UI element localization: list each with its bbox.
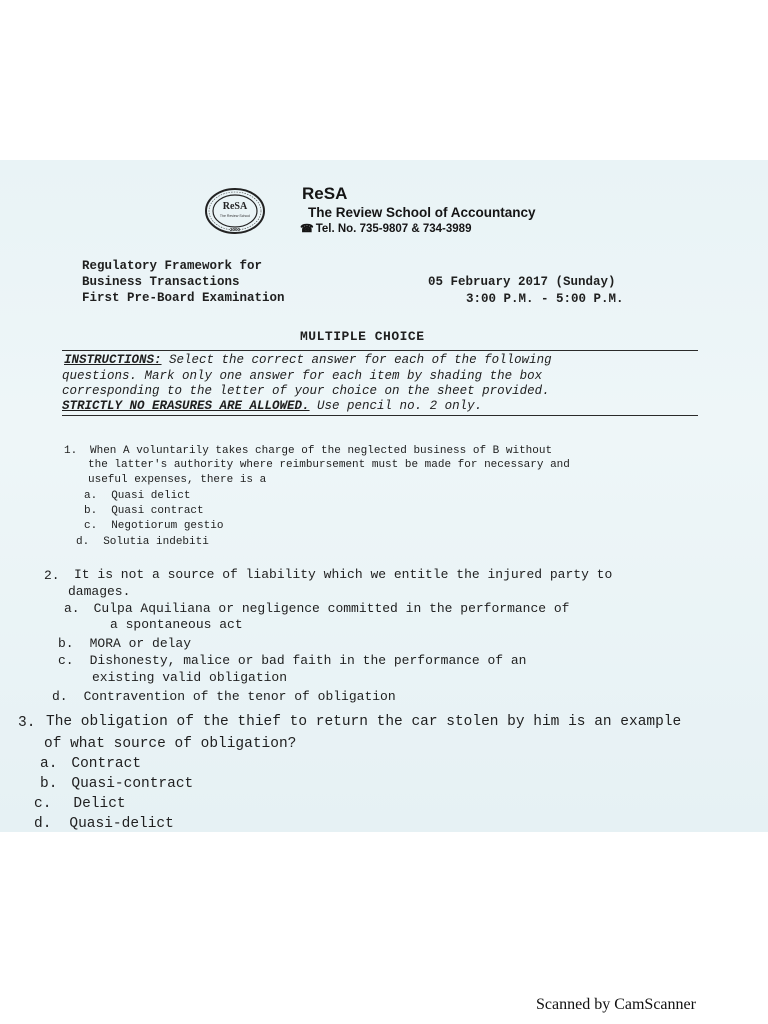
question-1-choice-d: d. Solutia indebiti [76, 536, 209, 548]
question-2-choice-b: b. MORA or delay [58, 636, 192, 651]
question-2-choice-a-continued: a spontaneous act [110, 617, 243, 632]
subject-line-2: Business Transactions [82, 275, 240, 289]
instructions-bottom-rule [62, 415, 698, 416]
section-title: MULTIPLE CHOICE [300, 329, 425, 344]
school-telephone [300, 222, 471, 235]
question-3-number: 3. [18, 715, 36, 731]
question-3-choice-a: a. Contract [40, 756, 142, 772]
exam-time: 3:00 P.M. - 5:00 P.M. [466, 292, 624, 306]
svg-text:The Review School: The Review School [219, 214, 251, 218]
subject-line-3: First Pre-Board Examination [82, 291, 285, 305]
scanned-page [0, 160, 768, 832]
question-1-number: 1. [64, 445, 78, 457]
question-3-choice-c: c. Delict [34, 796, 126, 812]
school-short-name: ReSA [302, 184, 348, 203]
question-2-choice-a: a. Culpa Aquiliana or negligence committed in the performance of [64, 601, 570, 616]
telephone-numbers: Tel. No. 735-9807 & 734-3989 [315, 223, 472, 235]
question-1-text-line-1: When A voluntarily takes charge of the neglected business of B without [90, 445, 553, 457]
question-1-text-line-2: the latter's authority where reimbursement must be made for necessary and [88, 459, 570, 471]
no-erasures-warning: STRICTLY NO ERASURES ARE ALLOWED. [62, 399, 310, 413]
instructions-label: INSTRUCTIONS: [64, 353, 162, 367]
question-3-choice-d: d. Quasi-delict [34, 816, 174, 832]
instructions-line-3: corresponding to the letter of your choice on the sheet provided. [62, 384, 550, 398]
instructions-line-2: questions. Mark only one answer for each item by shading the box [62, 369, 543, 383]
school-full-name: The Review School of Accountancy [308, 205, 536, 220]
svg-text:ReSA: ReSA [222, 201, 248, 212]
question-2-number: 2. [44, 568, 60, 583]
instructions-line-1: INSTRUCTIONS: Select the correct answer for each of the following [64, 353, 552, 367]
question-1-text-line-3: useful expenses, there is a [88, 474, 267, 486]
question-1-choice-c: c. Negotiorum gestio [84, 520, 224, 532]
subject-line-1: Regulatory Framework for [82, 259, 263, 273]
exam-date: 05 February 2017 (Sunday) [428, 275, 616, 289]
question-3-text-line-2: of what source of obligation? [44, 736, 297, 752]
question-2-text-line-2: damages. [68, 584, 131, 599]
question-2-choice-c-continued: existing valid obligation [92, 670, 288, 685]
question-3-text-line-1: The obligation of the thief to return the car stolen by him is an example [46, 714, 682, 730]
phone-icon: ☎ [300, 223, 314, 235]
question-1-choice-b: b. Quasi contract [84, 505, 204, 517]
question-2-text-line-1: It is not a source of liability which we entitle the injured party to [74, 567, 613, 582]
question-3-choice-b: b. Quasi-contract [40, 776, 194, 792]
question-2-choice-d: d. Contravention of the tenor of obligation [52, 689, 396, 704]
instructions-top-rule [62, 350, 698, 351]
question-1-choice-a: a. Quasi delict [84, 490, 191, 502]
resa-seal-logo [204, 187, 266, 235]
svg-text:2000: 2000 [229, 227, 241, 232]
question-2-choice-c: c. Dishonesty, malice or bad faith in the performance of an [58, 653, 527, 668]
instructions-line-4: STRICTLY NO ERASURES ARE ALLOWED. Use pencil no. 2 only. [62, 399, 483, 413]
camscanner-watermark: Scanned by CamScanner [536, 996, 696, 1013]
